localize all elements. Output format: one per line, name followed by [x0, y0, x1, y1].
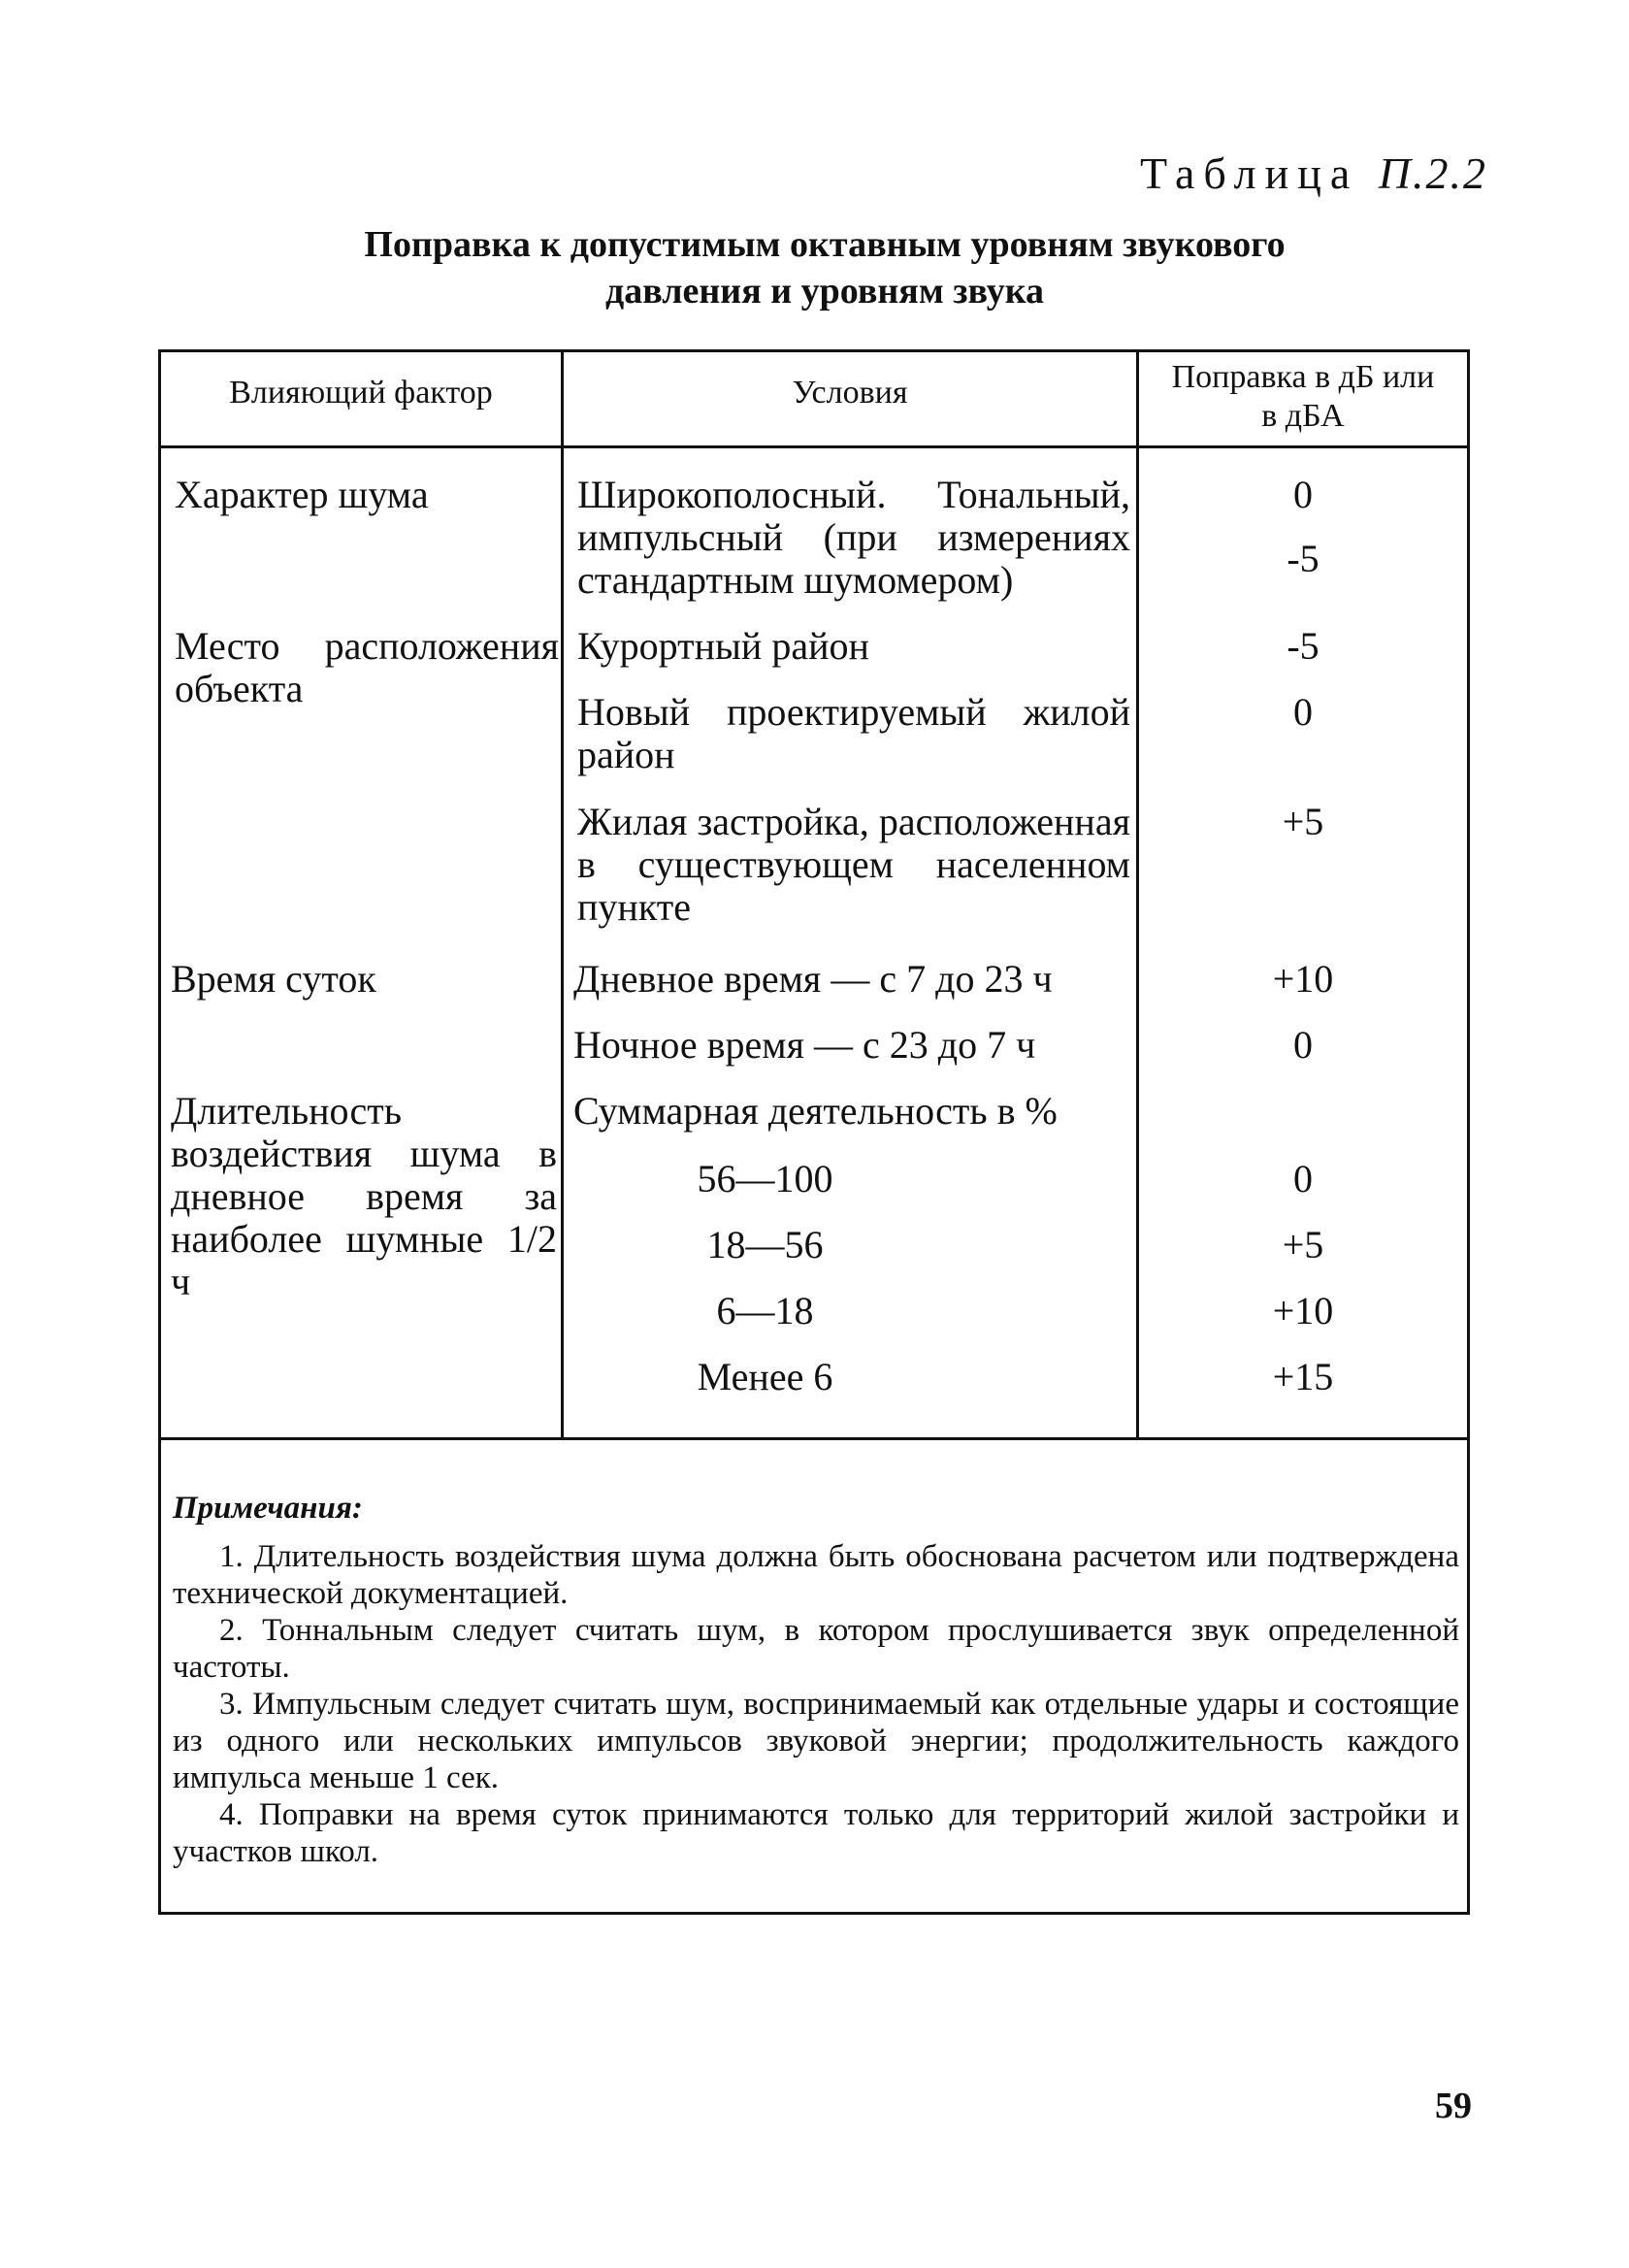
value-tonal-impulse: -5 [1287, 537, 1319, 580]
value-range-6-18: +10 [1272, 1289, 1334, 1332]
condition-range-18-56: 18—56 [706, 1223, 824, 1266]
value-range-56-100: 0 [1293, 1157, 1313, 1200]
header-factor: Влияющий фактор [229, 375, 493, 411]
notes-section [173, 1490, 1459, 1870]
table-title [233, 221, 1417, 314]
value-daytime: +10 [1272, 957, 1334, 1001]
condition-activity-heading: Суммарная деятельность в % [573, 1089, 1058, 1133]
condition-range-less-6: Менее 6 [697, 1355, 833, 1398]
header-correction [1139, 358, 1467, 436]
value-nighttime: 0 [1293, 1023, 1313, 1067]
notes-heading: Примечания: [173, 1491, 363, 1526]
correction-table [158, 349, 1470, 1915]
value-new-district: 0 [1293, 690, 1313, 734]
condition-nighttime: Ночное время — с 23 до 7 ч [573, 1023, 1036, 1067]
condition-daytime: Дневное время — с 7 до 23 ч [573, 957, 1053, 1001]
notes-divider [161, 1437, 1467, 1440]
value-broadband: 0 [1293, 473, 1313, 516]
table-label-number: П.2.2 [1378, 148, 1487, 198]
condition-range-56-100: 56—100 [697, 1157, 833, 1200]
note-item: 3. Импульсным следует считать шум, воспринимаемый как отдельные удары и состоящие из одного или нескольких импульсов звуковой энергии; продолжительность каждого импульса меньше 1 сек. [173, 1687, 1459, 1795]
factor-time-of-day: Время суток [171, 957, 376, 1001]
table-title-line1: Поправка к допустимым октавным уровням звукового [364, 224, 1286, 265]
table-label-word: Таблица [1140, 148, 1359, 198]
note-item: 1. Длительность воздействия шума должна быть обоснована расчетом или подтверждена технической документацией. [173, 1539, 1459, 1611]
column-divider-1 [561, 352, 564, 1439]
page-number: 59 [1435, 2086, 1472, 2126]
factor-noise-character: Характер шума [175, 473, 429, 516]
header-divider [161, 445, 1467, 448]
condition-new-district: Новый проектируемый жилой район [577, 690, 1130, 776]
condition-noise-type: Широкополосный. Тональный, импульсный (при измерениях стандартным шумомером) [577, 473, 1130, 602]
header-conditions: Условия [792, 375, 908, 411]
note-item: 2. Тоннальным следует считать шум, в котором прослушивается звук определенной частоты. [173, 1613, 1459, 1685]
value-resort: -5 [1287, 624, 1319, 668]
value-range-less-6: +15 [1272, 1355, 1334, 1398]
value-range-18-56: +5 [1282, 1223, 1324, 1266]
factor-location: Место расположения объекта [175, 624, 559, 710]
table-title-line2: давления и уровням звука [604, 271, 1045, 312]
header-correction-line2: в дБА [1261, 398, 1345, 434]
condition-existing-settlement: Жилая застройка, расположенная в существующем населенном пункте [577, 800, 1130, 929]
note-item: 4. Поправки на время суток принимаются только для территорий жилой застройки и участков школ. [173, 1797, 1459, 1869]
factor-duration: Длительность воздействия шума в дневное время за наиболее шумные 1/2 ч [171, 1089, 557, 1303]
header-correction-line1: Поправка в дБ или [1171, 359, 1435, 395]
condition-resort: Курортный район [577, 624, 869, 668]
table-label [1140, 148, 1487, 199]
value-existing-settlement: +5 [1282, 800, 1324, 843]
condition-range-6-18: 6—18 [716, 1289, 814, 1332]
